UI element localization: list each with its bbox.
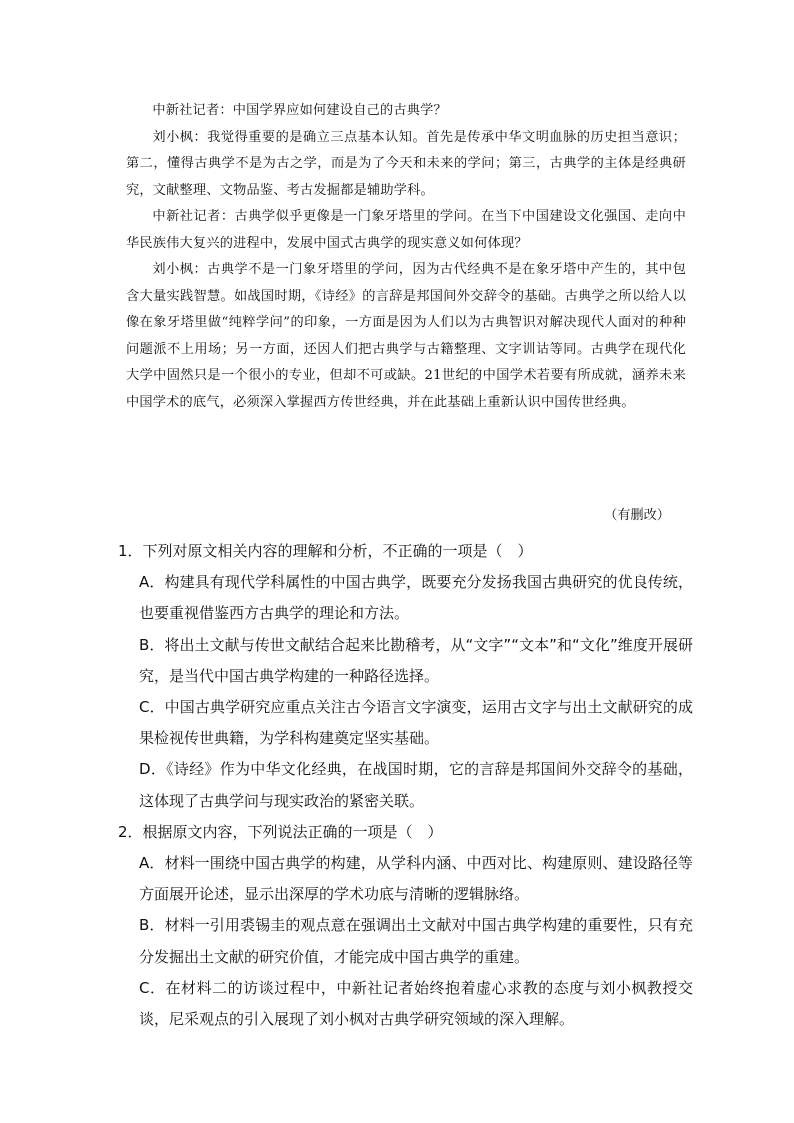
question-number: 2． [118, 822, 143, 841]
interview-passage [126, 98, 686, 416]
passage-paragraph: 中新社记者：中国学界应如何建设自己的古典学？ [152, 103, 447, 118]
option-a: A．材料一围绕中国古典学的构建，从学科内涵、中西对比、构建原则、建设路径等方面展开论述，显示出深厚的学术功底与清晰的逻辑脉络。 [139, 854, 693, 904]
passage-paragraph: 刘小枫：古典学不是一门象牙塔里的学问，因为古代经典不是在象牙塔中产生的，其中包含大量实践智慧。如战国时期，《诗经》的言辞是邦国间外交辞令的基础。古典学之所以给人以像在象牙塔里做“纯粹学问”的印象，一方面是因为人们以为古典智识对解决现代人面对的种种问题派不上用场；另一方面，还因人们把古典学与古籍整理、文字训诂等同。古典学在现代化大学中固然只是一个很小的专业，但却不可或缺。21世纪的中国学术若要有所成就，涵养未来中国学术的底气，必须深入掌握西方传世经典，并在此基础上重新认识中国传世经典。 [126, 262, 686, 410]
question-number: 1． [118, 542, 143, 560]
passage-paragraph: 中新社记者：古典学似乎更像是一门象牙塔里的学问。在当下中国建设文化强国、走向中华民族伟大复兴的进程中，发展中国式古典学的现实意义如何体现？ [126, 209, 686, 251]
passage-paragraph: 刘小枫：我觉得重要的是确立三点基本认知。首先是传承中华文明血脉的历史担当意识；第二，懂得古典学不是为古之学，而是为了今天和未来的学问；第三，古典学的主体是经典研究，文献整理、文物品鉴、考古发掘都是辅助学科。 [126, 129, 686, 198]
source-note: （有删改） [604, 508, 670, 523]
question-list [118, 536, 693, 1035]
option-c: C．在材料二的访谈过程中，中新社记者始终抱着虚心求教的态度与刘小枫教授交谈，尼采观点的引入展现了刘小枫对古典学研究领域的深入理解。 [139, 978, 693, 1029]
option-c: C．中国古典学研究应重点关注古今语言文字演变，运用古文字与出土文献研究的成果检视传世典籍，为学科构建奠定坚实基础。 [139, 698, 693, 748]
option-a: A．构建具有现代学科属性的中国古典学，既要充分发扬我国古典研究的优良传统，也要重视借鉴西方古典学的理论和方法。 [139, 573, 693, 623]
question-stem [118, 817, 693, 848]
option-b: B．材料一引用裘锡圭的观点意在强调出土文献对中国古典学构建的重要性，只有充分发掘出土文献的研究价值，才能完成中国古典学的重建。 [139, 916, 693, 966]
option-b: B．将出土文献与传世文献结合起来比勘稽考，从“文字”“文本”和“文化”维度开展研究，是当代中国古典学构建的一种路径选择。 [139, 635, 693, 685]
question-text: 下列对原文相关内容的理解和分析，不正确的一项是（ ） [142, 542, 533, 560]
question-text: 根据原文内容，下列说法正确的一项是（ ） [142, 822, 443, 841]
question-1 [118, 536, 693, 817]
question-stem [118, 536, 693, 567]
question-2 [118, 817, 693, 1035]
option-d: D．《诗经》作为中华文化经典，在战国时期，它的言辞是邦国间外交辞令的基础，这体现了古典学问与现实政治的紧密关联。 [139, 760, 693, 810]
